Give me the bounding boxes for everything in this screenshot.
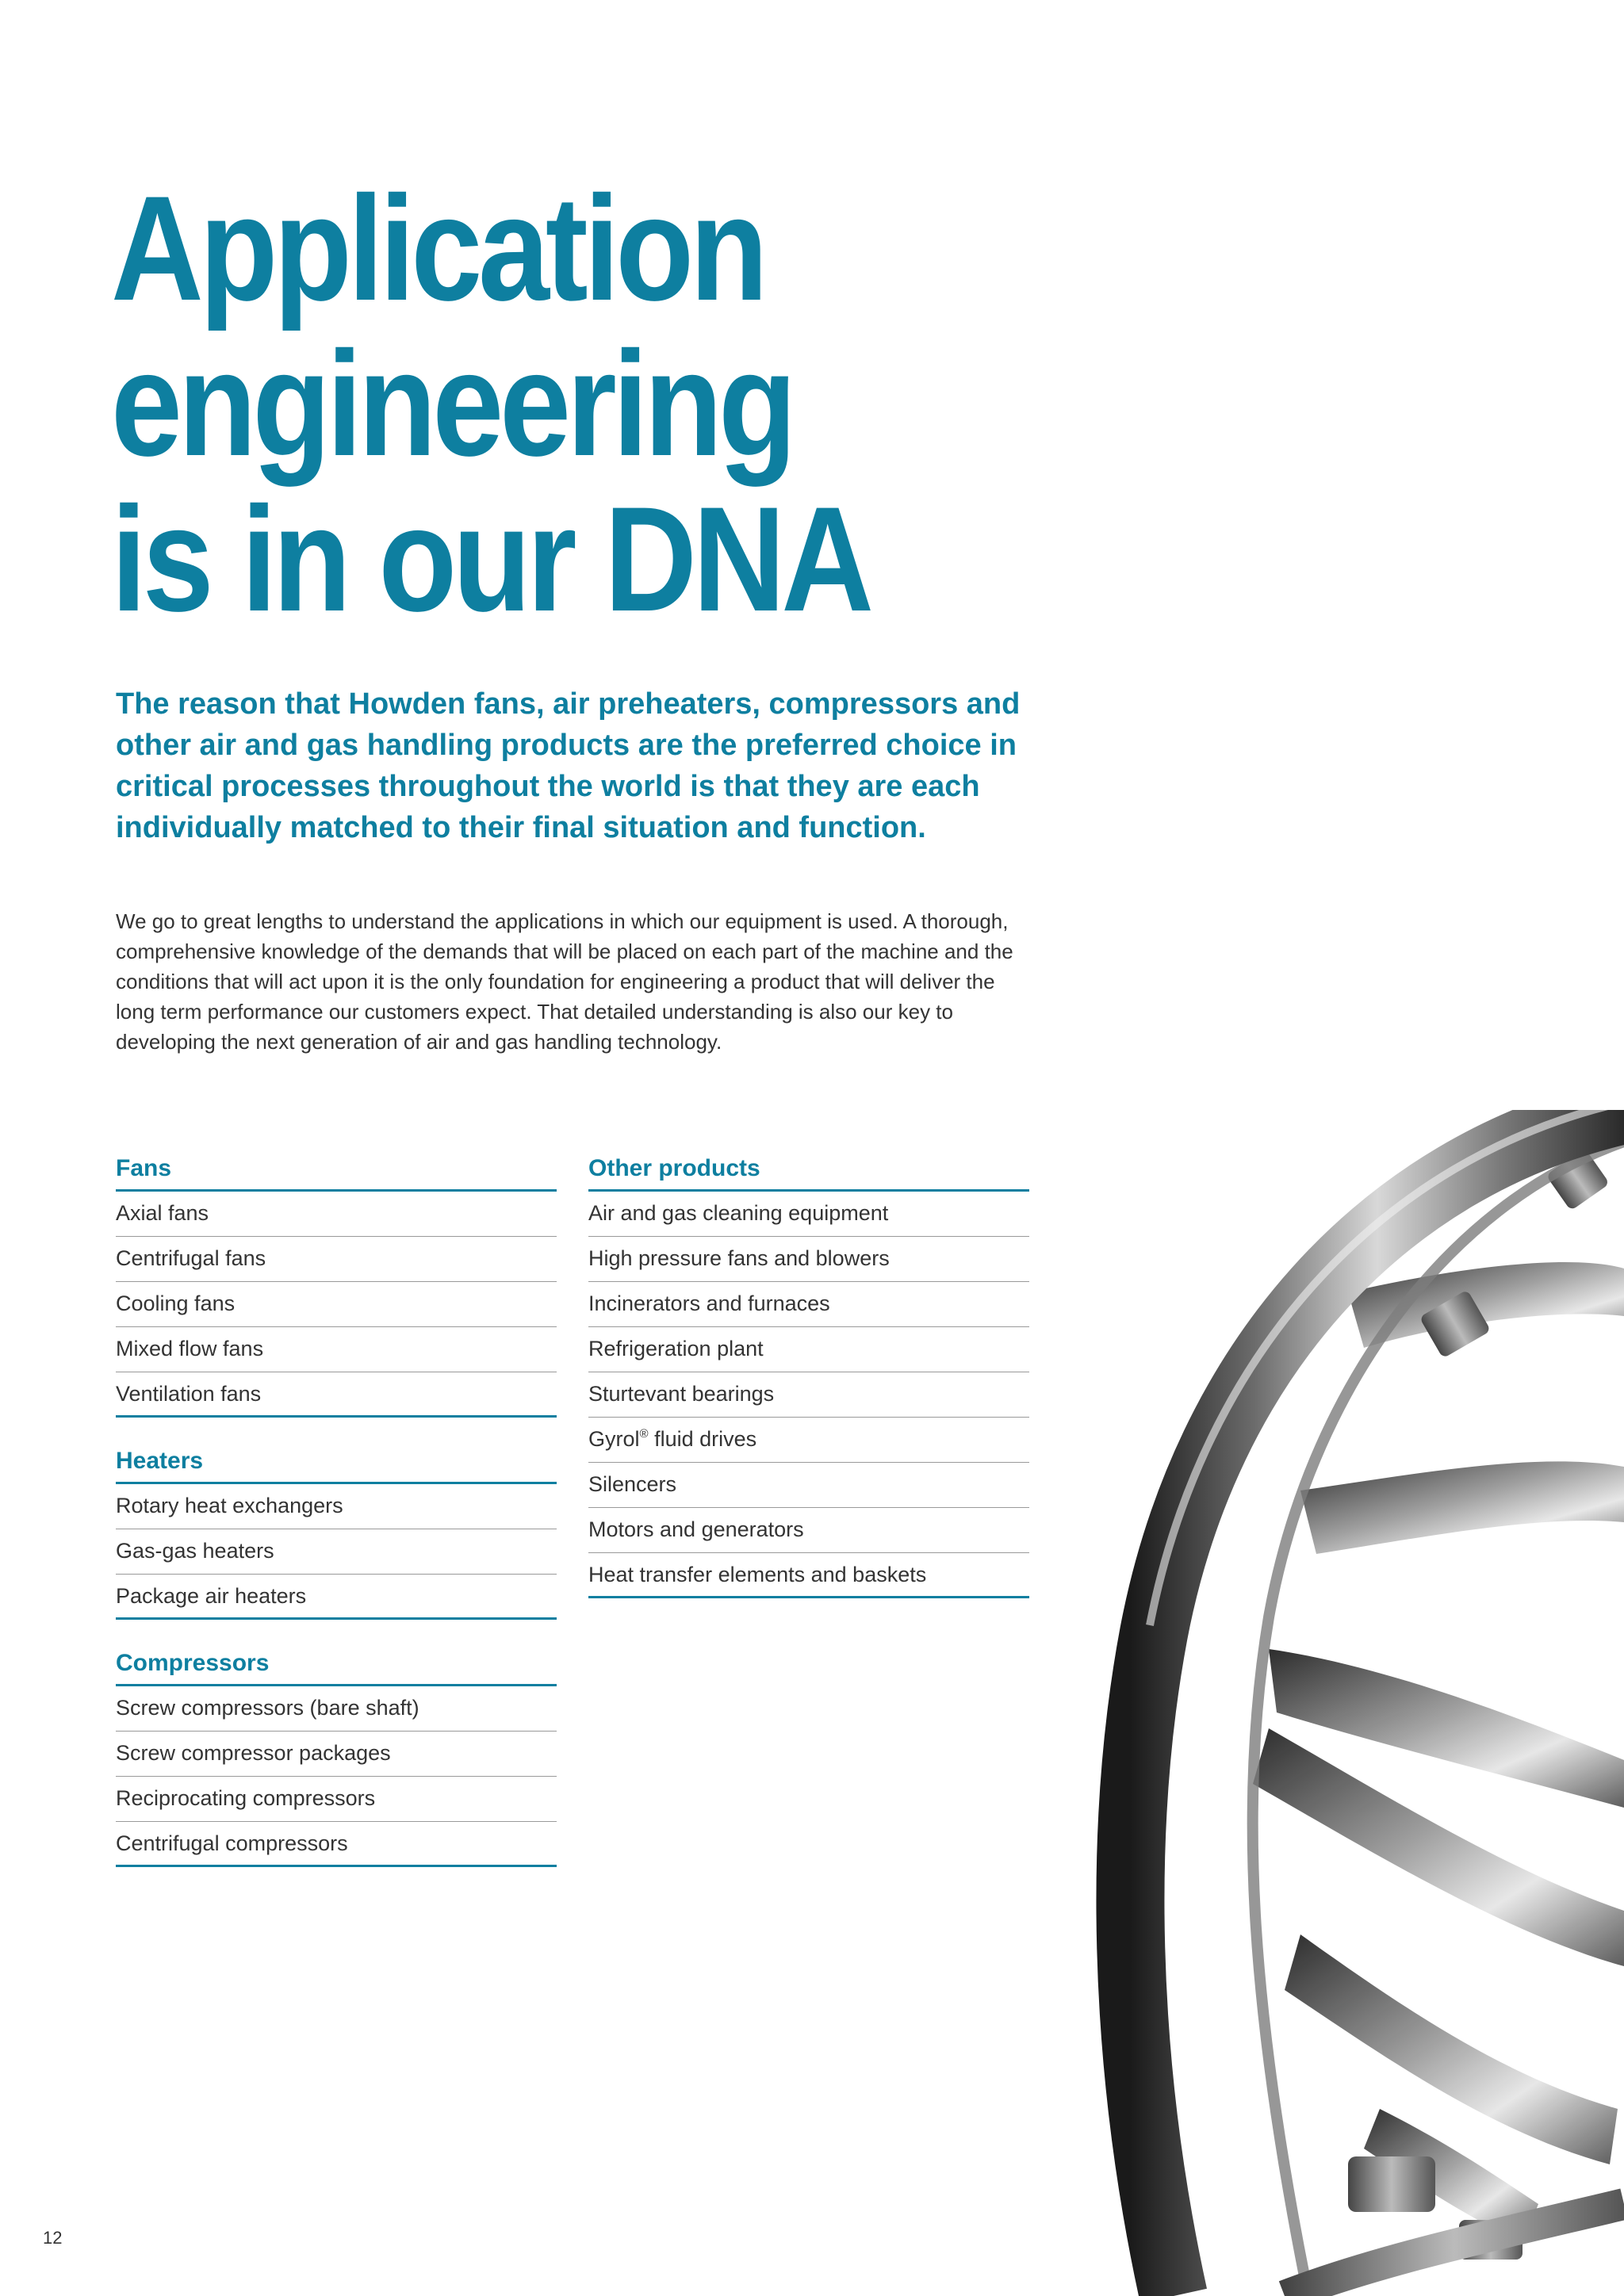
list-item: Gas-gas heaters — [116, 1529, 557, 1575]
page-number: 12 — [43, 2228, 63, 2248]
list-item: Cooling fans — [116, 1282, 557, 1327]
compressors-group — [116, 1640, 557, 1867]
title-line-3: is in our DNA — [111, 476, 870, 642]
list-item: Axial fans — [116, 1192, 557, 1237]
compressors-heading: Compressors — [116, 1640, 557, 1686]
gyrol-name: Gyrol — [588, 1427, 640, 1451]
list-item: Heat transfer elements and baskets — [588, 1553, 1029, 1598]
fans-heading: Fans — [116, 1146, 557, 1192]
product-list-left-column — [116, 1146, 557, 1888]
list-item: Silencers — [588, 1463, 1029, 1508]
page-title — [111, 165, 929, 642]
list-item: High pressure fans and blowers — [588, 1237, 1029, 1282]
list-item: Motors and generators — [588, 1508, 1029, 1553]
list-item: Incinerators and furnaces — [588, 1282, 1029, 1327]
fan-blades — [1253, 1262, 1624, 2244]
list-item: Screw compressors (bare shaft) — [116, 1686, 557, 1732]
list-item: Ventilation fans — [116, 1372, 557, 1418]
intro-paragraph: The reason that Howden fans, air preheaters, compressors and other air and gas handling products are the preferred choice in critical processes throughout the world is that they are each individually matched to their final situation and function. — [116, 687, 1021, 844]
title-line-1: Application — [111, 165, 764, 331]
body-paragraph: We go to great lengths to understand the applications in which our equipment is used. A thorough, comprehensive knowledge of the demands that will be placed on each part of the machine and the conditions that will act upon it is the only foundation for engineering a product that will deliver the long term performance our customers expect. That detailed understanding is also our key to developing the next generation of air and gas handling technology. — [116, 909, 1013, 1054]
list-item: Centrifugal compressors — [116, 1822, 557, 1867]
other-products-heading: Other products — [588, 1146, 1029, 1192]
list-item: Air and gas cleaning equipment — [588, 1192, 1029, 1237]
list-item: Mixed flow fans — [116, 1327, 557, 1372]
list-item: Reciprocating compressors — [116, 1777, 557, 1822]
list-item: Package air heaters — [116, 1575, 557, 1620]
heaters-group — [116, 1438, 557, 1620]
list-item: Refrigeration plant — [588, 1327, 1029, 1372]
fan-impeller-image — [936, 1110, 1624, 2296]
heaters-heading: Heaters — [116, 1438, 557, 1484]
gyrol-suffix: fluid drives — [648, 1427, 757, 1451]
registered-mark: ® — [639, 1427, 649, 1441]
list-item: Screw compressor packages — [116, 1732, 557, 1777]
fans-group — [116, 1146, 557, 1418]
list-item: Rotary heat exchangers — [116, 1484, 557, 1529]
list-item: Sturtevant bearings — [588, 1372, 1029, 1418]
title-line-2: engineering — [111, 320, 793, 487]
list-item: Centrifugal fans — [116, 1237, 557, 1282]
